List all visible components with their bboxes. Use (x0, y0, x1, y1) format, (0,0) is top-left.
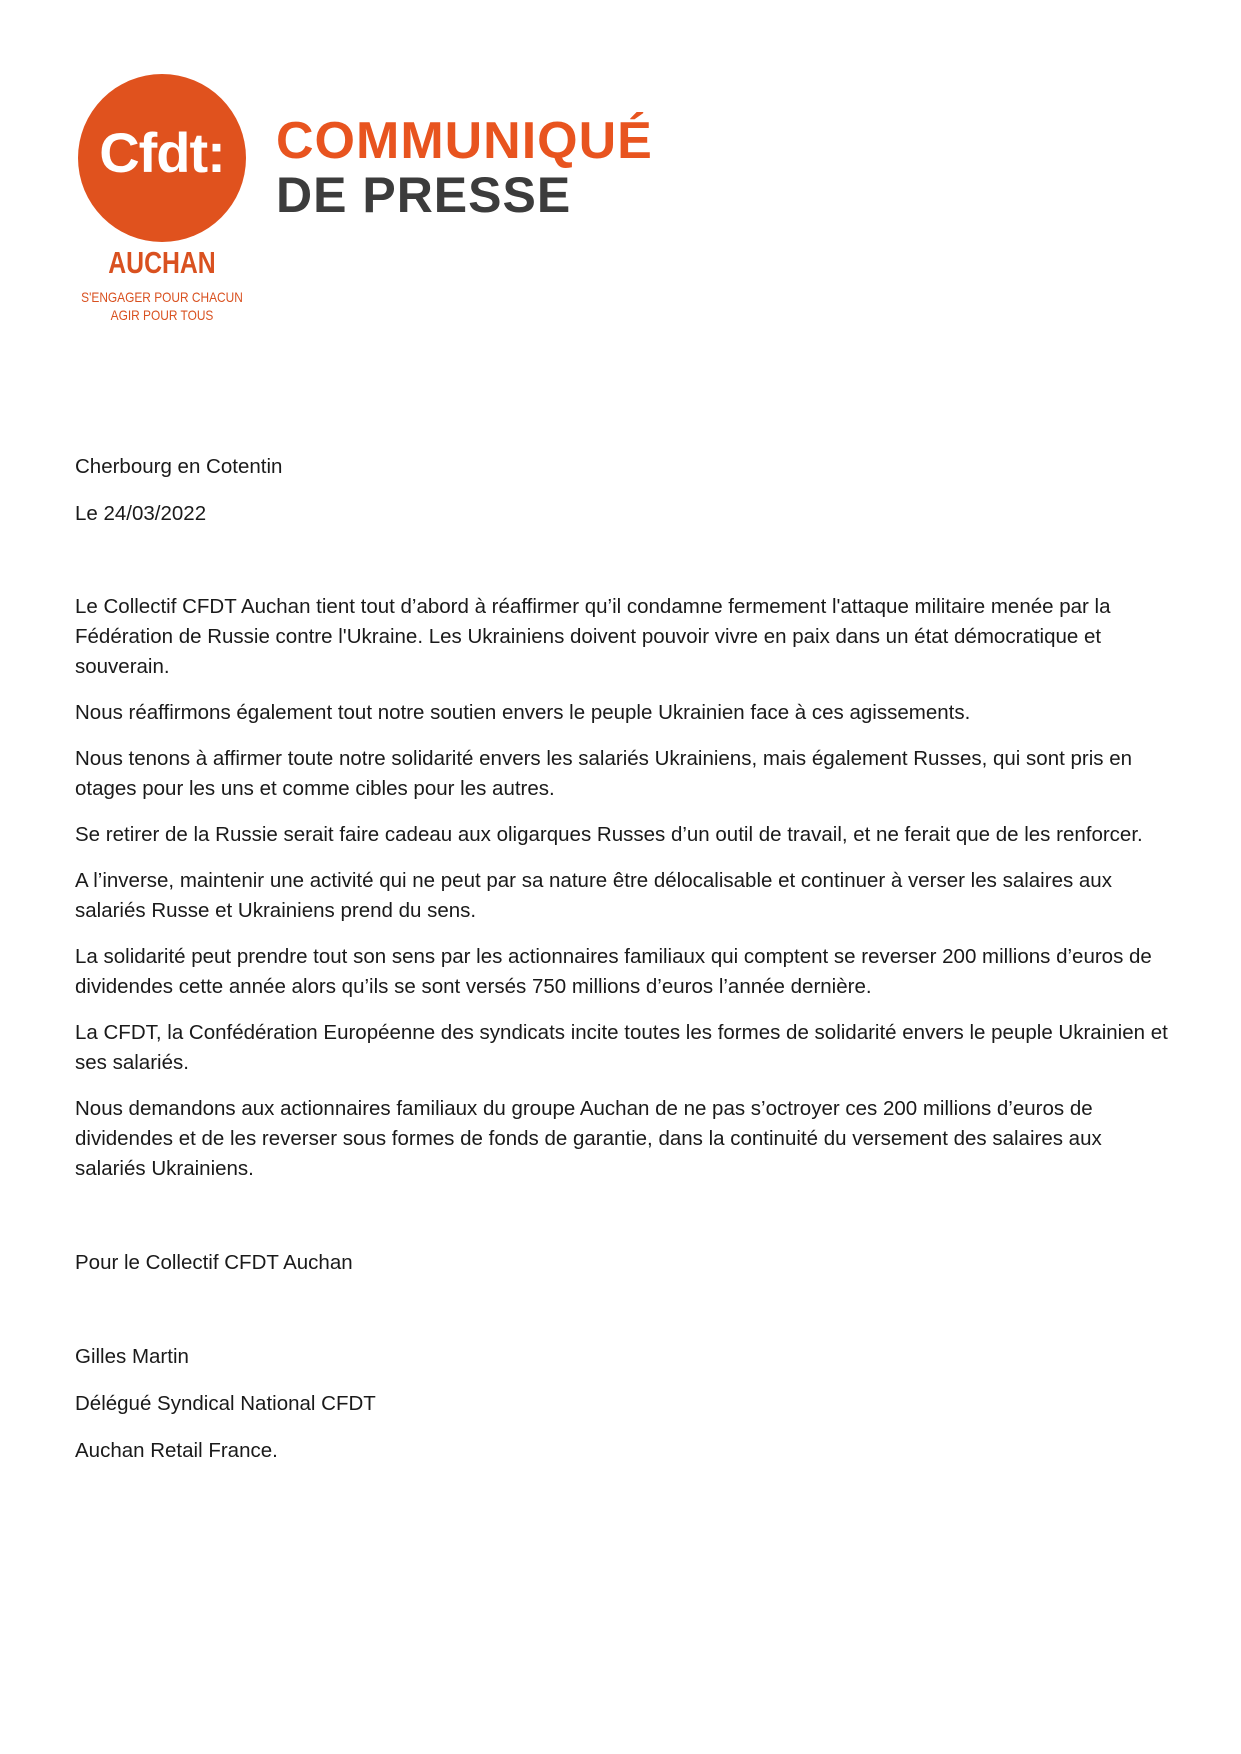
signature-intro: Pour le Collectif CFDT Auchan (75, 1251, 353, 1274)
press-release-title (276, 114, 676, 222)
signatory-company: Auchan Retail France. (75, 1439, 278, 1462)
auchan-slogan-line2: AGIR POUR TOUS (110, 307, 214, 323)
letter-place: Cherbourg en Cotentin (75, 455, 283, 478)
press-title-line1: COMMUNIQUÉ (276, 112, 653, 170)
paragraph: Le Collectif CFDT Auchan tient tout d’abord à réaffirmer qu’il condamne fermement l'attaque militaire menée par la Fédération de Russie contre l'Ukraine. Les Ukrainiens doivent pouvoir vivre en paix dans un état démocratique et souverain. (75, 595, 1111, 678)
cfdt-logo (78, 74, 246, 242)
auchan-slogan (74, 288, 251, 324)
letter-body (75, 452, 1175, 1483)
paragraph: A l’inverse, maintenir une activité qui ne peut par sa nature être délocalisable et continuer à verser les salaires aux salariés Russe et Ukrainiens prend du sens. (75, 869, 1112, 922)
paragraph: Nous réaffirmons également tout notre soutien envers le peuple Ukrainien face à ces agissements. (75, 701, 971, 724)
paragraph: Nous demandons aux actionnaires familiaux du groupe Auchan de ne pas s’octroyer ces 200 millions d’euros de dividendes et de les reverser sous formes de fonds de garantie, dans la continuité du versement des salaires aux salariés Ukrainiens. (75, 1097, 1102, 1180)
signatory-name: Gilles Martin (75, 1345, 189, 1368)
paragraph: La CFDT, la Confédération Européenne des syndicats incite toutes les formes de solidarité envers le peuple Ukrainien et ses salariés. (75, 1021, 1168, 1074)
auchan-slogan-line1: S'ENGAGER POUR CHACUN (81, 289, 243, 305)
paragraph: Se retirer de la Russie serait faire cadeau aux oligarques Russes d’un outil de travail, et ne ferait que de les renforcer. (75, 823, 1143, 846)
signatory-role: Délégué Syndical National CFDT (75, 1392, 376, 1415)
letter-date: Le 24/03/2022 (75, 502, 207, 525)
auchan-org-name: AUCHAN (108, 245, 216, 280)
paragraph: La solidarité peut prendre tout son sens par les actionnaires familiaux qui comptent se reverser 200 millions d’euros de dividendes cette année alors qu’ils se sont versés 750 millions d’euros l’année dernière. (75, 945, 1152, 998)
cfdt-logo-text: Cfdt: (99, 121, 225, 184)
letterhead (0, 0, 1241, 360)
press-title-line2: DE PRESSE (276, 167, 572, 223)
paragraph: Nous tenons à affirmer toute notre solidarité envers les salariés Ukrainiens, mais également Russes, qui sont pris en otages pour les uns et comme cibles pour les autres. (75, 747, 1133, 800)
